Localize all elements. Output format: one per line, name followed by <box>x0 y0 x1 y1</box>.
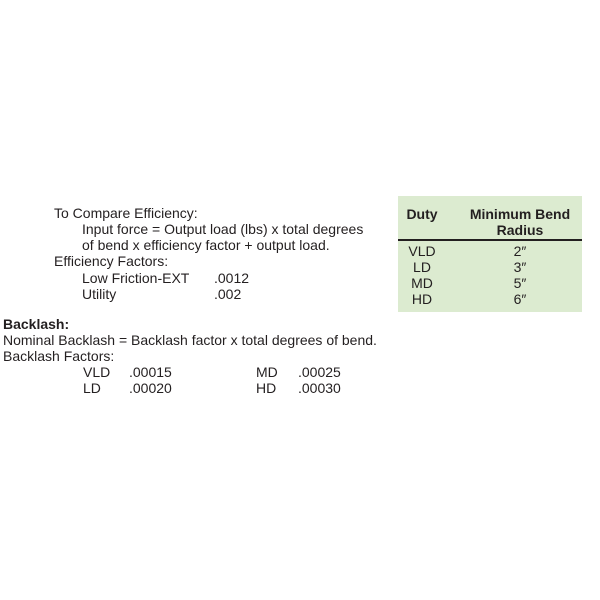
radius-column-header-line-2: Radius <box>496 222 544 238</box>
backlash-factor-duty: VLD <box>83 364 111 380</box>
backlash-factor-duty: LD <box>83 380 101 396</box>
table-row-radius: 2″ <box>513 243 527 259</box>
header-divider <box>398 239 582 241</box>
table-row-duty: LD <box>413 259 431 275</box>
efficiency-heading: To Compare Efficiency: <box>54 205 198 221</box>
backlash-factor-value: .00020 <box>129 380 172 396</box>
table-row-duty: VLD <box>408 243 436 259</box>
table-row-radius: 6″ <box>513 291 527 307</box>
efficiency-factors-heading: Efficiency Factors: <box>54 253 169 269</box>
efficiency-factor-value: .002 <box>214 286 242 302</box>
duty-column-header: Duty <box>406 206 438 222</box>
backlash-factor-duty: MD <box>256 364 278 380</box>
bend-radius-table <box>398 196 582 312</box>
backlash-factors-heading: Backlash Factors: <box>3 348 115 364</box>
backlash-formula: Nominal Backlash = Backlash factor x total degrees of bend. <box>3 332 377 348</box>
efficiency-factor-name: Low Friction-EXT <box>82 270 190 286</box>
table-row-duty: HD <box>411 291 433 307</box>
backlash-heading: Backlash: <box>3 316 70 332</box>
table-row-radius: 5″ <box>513 275 527 291</box>
backlash-factor-duty: HD <box>256 380 277 396</box>
efficiency-factor-name: Utility <box>82 286 117 302</box>
table-row-duty: MD <box>411 275 433 291</box>
backlash-factor-value: .00015 <box>129 364 172 380</box>
radius-column-header-line-1: Minimum Bend <box>469 206 571 222</box>
table-row-radius: 3″ <box>513 259 527 275</box>
efficiency-formula-line-1: Input force = Output load (lbs) x total degrees <box>82 221 364 237</box>
backlash-factor-value: .00030 <box>298 380 341 396</box>
backlash-factor-value: .00025 <box>298 364 341 380</box>
efficiency-factor-value: .0012 <box>214 270 250 286</box>
efficiency-formula-line-2: of bend x efficiency factor + output load. <box>82 237 330 253</box>
